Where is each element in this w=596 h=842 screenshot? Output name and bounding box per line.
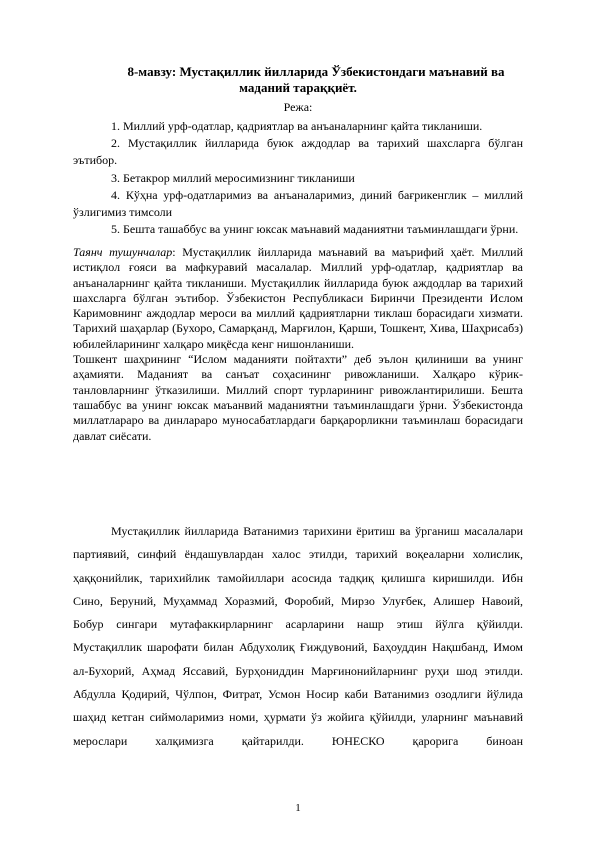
- page-number: 1: [295, 802, 301, 814]
- key-concepts-label: Таянч тушунчалар: [73, 245, 173, 259]
- plan-item: 2. Мустақиллик йилларида буюк аждодлар ва тарихий шахсларга бўлган эътибор.: [73, 136, 523, 168]
- plan-list: [73, 118, 523, 238]
- key-concepts-text: : Мустақиллик йилларида маънавий ва маърифий ҳаёт. Миллий истиқлол ғояси ва мафкуравий масалалар. Миллий урф-одатлар, қадриятлар ва анъаналарнинг қайта тикланиши. Мустақиллик йилларида буюк аждодлар ва тарихий шахсларга бўлган эътибор. Ўзбекистон Республикаси Биринчи Президенти Ислом Каримовнинг аждодлар мероси ва миллий қадриятларни тиклаш борасидаги хизмати. Тарихий шаҳарлар (Бухоро, Самарқанд, Марғилон, Қарши, Тошкент, Хива, Шаҳрисабз) юбилейларининг халқаро миқёсда кенг нишонланиши.: [73, 245, 523, 351]
- plan-heading: Режа:: [283, 100, 313, 114]
- plan-item: 1. Миллий урф-одатлар, қадриятлар ва анъаналарнинг қайта тикланиши.: [111, 119, 483, 133]
- key-concepts-section: [73, 245, 523, 444]
- key-concepts-paragraph-1: [73, 245, 523, 352]
- topic-title-line-1: 8-мавзу: Мустақиллик йилларида Ўзбекистондаги маънавий ва: [127, 64, 505, 79]
- plan-item: 5. Бешта ташаббус ва унинг юксак маънавий маданиятни таъминлашдаги ўрни.: [111, 222, 519, 237]
- plan-item: 4. Кўҳна урф-одатларимиз ва анъаналаримиз, диний бағрикенглик – миллий ўзлигимиз тимсоли: [73, 187, 523, 220]
- topic-title: [72, 64, 524, 96]
- key-concepts-paragraph-2: Тошкент шаҳрининг “Ислом маданияти пойтахти” деб эълон қилиниши ва унинг аҳамияти. Маданият ва санъат соҳасининг ривожланиши. Халқаро кўрик-танловларнинг ўтказилиши. Миллий спорт турларининг ривожлантирилиши. Бешта ташаббус ва унинг юксак маъанвий маданиятни таъминлашдаги ўрни. Ўзбекистонда миллатлараро ва динлараро муносабатлардаги барқарорликни таъминлаш борасидаги давлат сиёсати.: [73, 352, 523, 443]
- topic-title-line-2: маданий тараққиёт.: [239, 80, 357, 95]
- plan-item: 3. Бетакрор миллий меросимизнинг тикланиши: [111, 170, 355, 185]
- body-paragraph: Мустақиллик йилларида Ватанимиз тарихини ёритиш ва ўрганиш масалалари партиявий, синфий ёндашувлардан халос этилди, тарихий воқеаларни холислик, ҳаққонийлик, тарихийлик тамойиллари асосида тадқиқ қилишга киришилди. Ибн Сино, Беруний, Муҳаммад Хоразмий, Форобий, Мирзо Улуғбек, Алишер Навоий, Бобур сингари мутафаккирларнинг асарларини нашр этиш йўлга қўйилди. Мустақиллик шарофати билан Абдухолиқ Ғиждувоний, Баҳоуддин Нақшбанд, Имом ал-Бухорий, Аҳмад Яссавий, Бурҳониддин Марғинонийларнинг руҳи шод этилди. Абдулла Қодирий, Чўлпон, Фитрат, Усмон Носир каби Ватанимиз озодлиги йўлида шаҳид кетган сиймоларимиз номи, ҳурмати ўз жойига қўйилди, уларнинг маънавий мерослари халқимизга қайтарилди. ЮНЕСКО қарорига биноан: [73, 524, 523, 748]
